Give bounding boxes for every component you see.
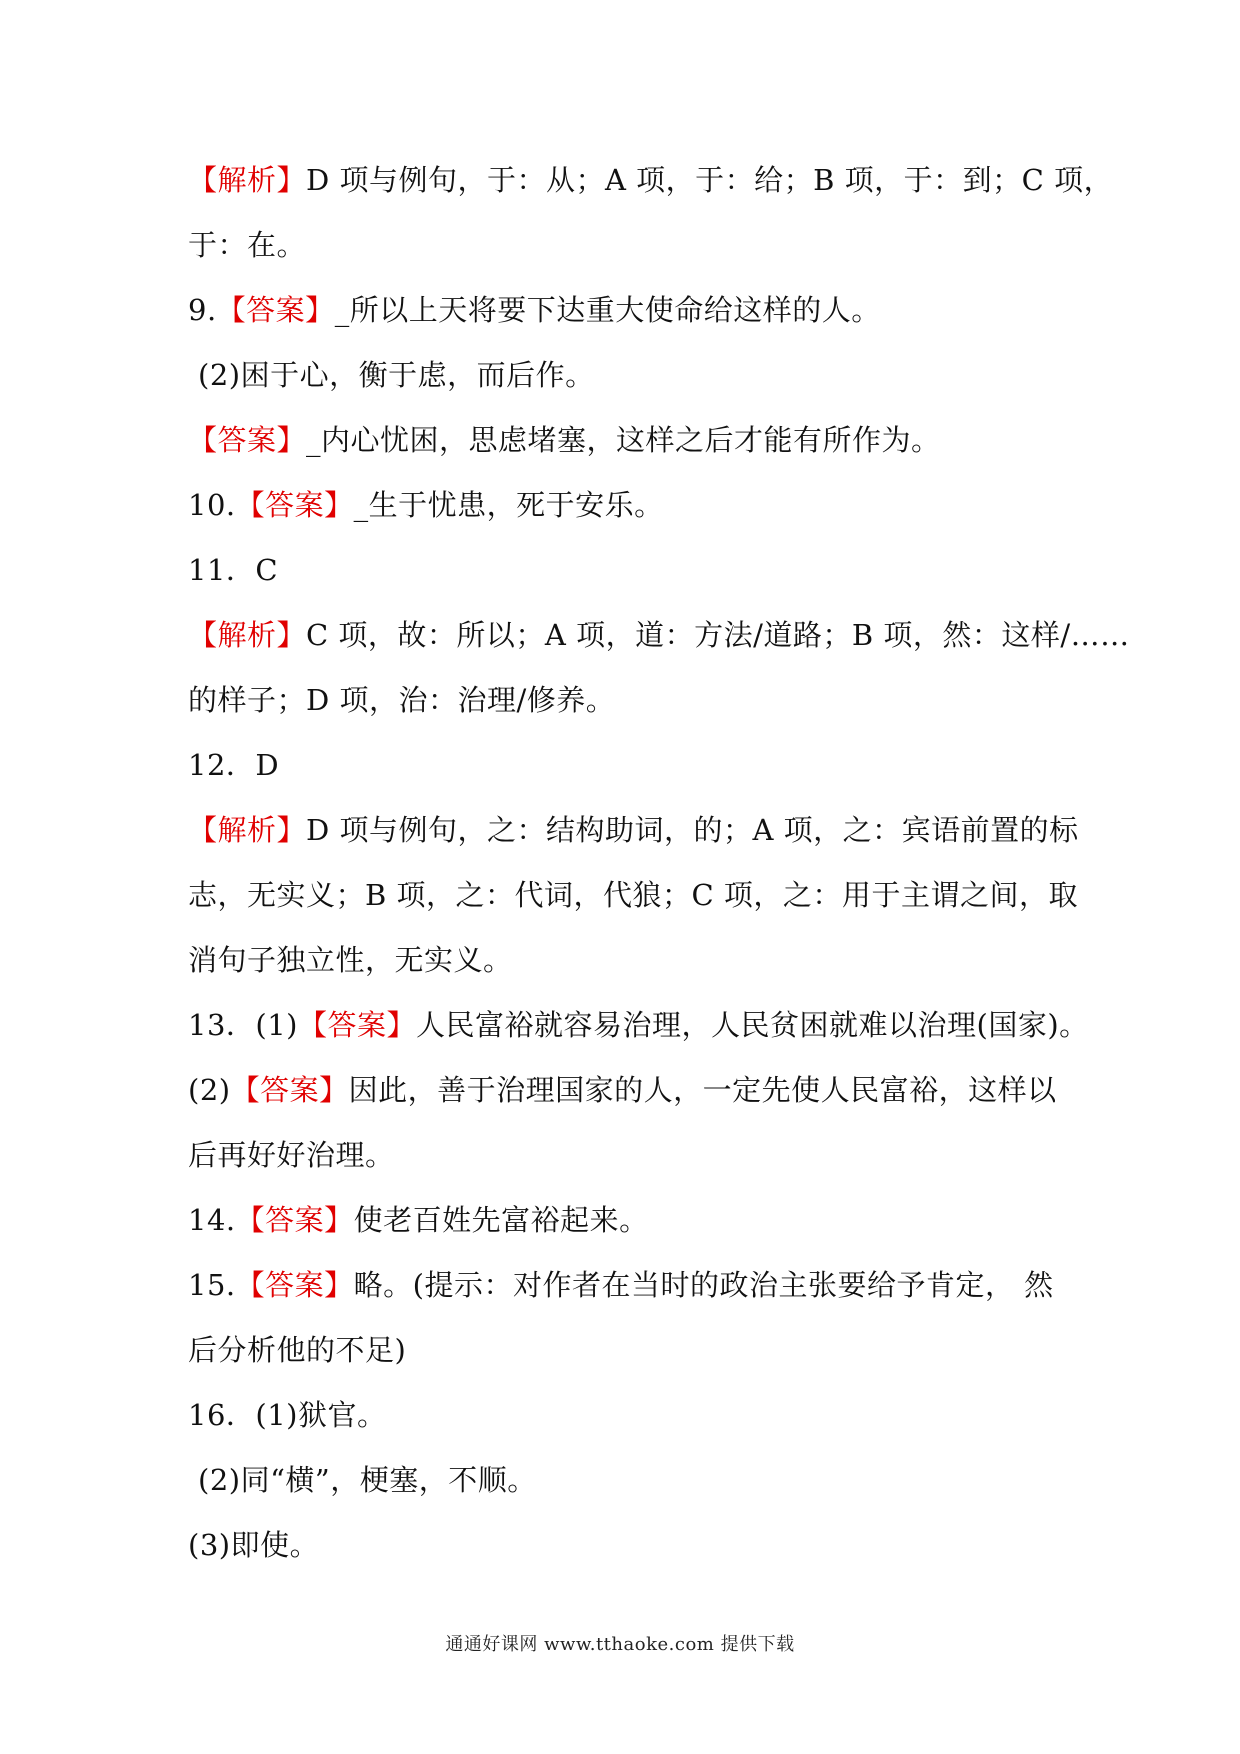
line-text: (3)即使。 (188, 1528, 320, 1562)
line-text: 16．(1)狱官。 (188, 1398, 387, 1432)
text-line (188, 928, 1068, 993)
line-text: (2)困于心，衡于虑，而后作。 (198, 358, 595, 392)
line-prefix: 9. (188, 293, 217, 327)
line-text: 11．C (188, 553, 279, 587)
line-prefix: 10. (188, 488, 236, 522)
answer-tag: 【答案】 (216, 293, 335, 327)
line-text: 因此，善于治理国家的人，一定先使人民富裕，这样以 (348, 1073, 1057, 1107)
page-footer: 通通好课网 www.tthaoke.com 提供下载 (445, 1634, 795, 1655)
line-prefix: (2) (188, 1073, 231, 1107)
answer-content (188, 148, 1130, 1578)
text-line (188, 1318, 1068, 1383)
answer-tag: 【答案】 (297, 1008, 416, 1042)
text-line (188, 1058, 1068, 1123)
line-text: (2)同“横”，梗塞，不顺。 (198, 1463, 537, 1497)
answer-tag: 【答案】 (235, 1268, 354, 1302)
line-text: _内心忧困，思虑堵塞，这样之后才能有所作为。 (306, 423, 941, 457)
line-prefix: 13．(1) (188, 1008, 298, 1042)
text-line (188, 278, 1068, 343)
text-line (188, 1253, 1068, 1318)
line-text: 略。(提示：对作者在当时的政治主张要给予肯定， 然 (353, 1268, 1054, 1302)
answer-tag: 【答案】 (235, 1203, 354, 1237)
text-line (188, 668, 1068, 733)
line-text: D 项与例句，之：结构助词，的；A 项，之：宾语前置的标 (306, 813, 1079, 847)
text-line (188, 993, 1089, 1058)
text-line (188, 473, 1068, 538)
line-text: 的样子；D 项，治：治理/修养。 (188, 683, 616, 717)
text-line (188, 408, 1068, 473)
answer-tag: 【答案】 (188, 423, 307, 457)
text-line (188, 1513, 1068, 1578)
answer-tag: 【答案】 (235, 488, 354, 522)
text-line (188, 1448, 1068, 1513)
line-text: D 项与例句，于：从；A 项，于：给；B 项，于：到；C 项， (306, 163, 1114, 197)
analysis-tag: 【解析】 (188, 163, 307, 197)
text-line (188, 863, 1078, 928)
line-text: _生于忧患，死于安乐。 (353, 488, 664, 522)
answer-tag: 【答案】 (230, 1073, 349, 1107)
line-text: 于：在。 (188, 228, 307, 262)
line-text: 使老百姓先富裕起来。 (353, 1203, 649, 1237)
text-line (188, 1188, 1068, 1253)
line-text: C 项，故：所以；A 项，道：方法/道路；B 项，然：这样/…… (306, 618, 1130, 652)
line-text: 12．D (188, 748, 280, 782)
line-text: 志，无实义；B 项，之：代词，代狼；C 项，之：用于主谓之间，取 (188, 878, 1078, 912)
text-line (188, 1383, 1068, 1448)
line-text: 人民富裕就容易治理，人民贫困就难以治理(国家)。 (416, 1008, 1089, 1042)
line-prefix: 15. (188, 1268, 236, 1302)
analysis-tag: 【解析】 (188, 813, 307, 847)
text-line (188, 148, 1114, 213)
text-line (188, 798, 1079, 863)
text-line (188, 213, 1068, 278)
text-line (188, 538, 1068, 603)
line-text: 消句子独立性，无实义。 (188, 943, 513, 977)
text-line (188, 343, 1068, 408)
text-line (188, 603, 1130, 668)
analysis-tag: 【解析】 (188, 618, 307, 652)
text-line (188, 733, 1068, 798)
line-prefix: 14. (188, 1203, 236, 1237)
line-text: 后再好好治理。 (188, 1138, 395, 1172)
line-text: _所以上天将要下达重大使命给这样的人。 (334, 293, 881, 327)
line-text: 后分析他的不足) (188, 1333, 407, 1367)
text-line (188, 1123, 1068, 1188)
